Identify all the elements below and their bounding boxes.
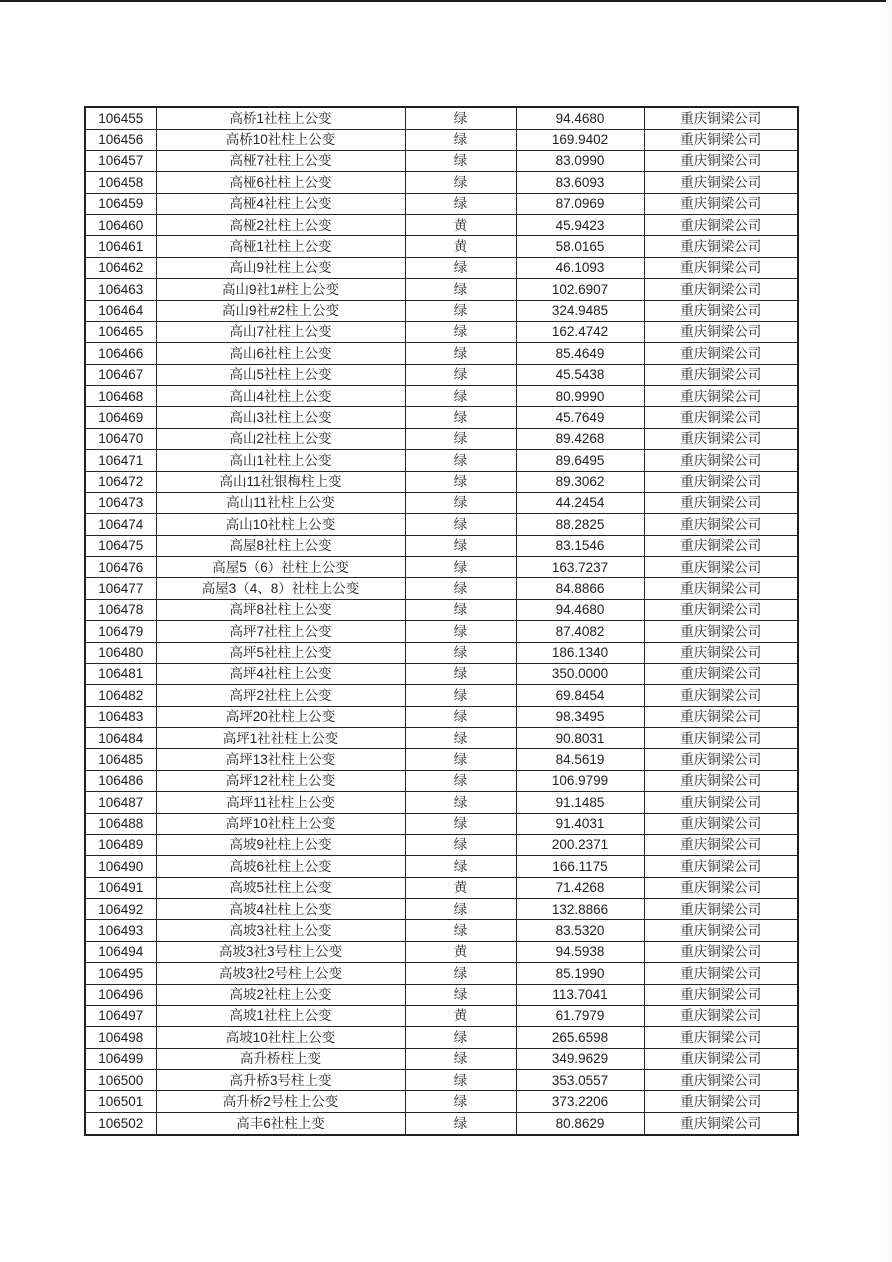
cell-status: 绿 [405,728,516,749]
cell-company: 重庆铜梁公司 [644,1070,798,1091]
cell-value: 353.0557 [516,1070,644,1091]
cell-company: 重庆铜梁公司 [644,749,798,770]
cell-status: 绿 [405,749,516,770]
cell-id: 106477 [85,578,156,599]
cell-value: 162.4742 [516,321,644,342]
cell-company: 重庆铜梁公司 [644,343,798,364]
cell-name: 高坪12社柱上公变 [156,770,405,791]
cell-name: 高坡4社柱上公变 [156,899,405,920]
cell-name: 高坪20社柱上公变 [156,706,405,727]
cell-company: 重庆铜梁公司 [644,107,798,129]
cell-id: 106466 [85,343,156,364]
cell-value: 94.5938 [516,941,644,962]
cell-id: 106462 [85,257,156,278]
table-row [85,706,798,727]
cell-name: 高坪1社社柱上公变 [156,728,405,749]
cell-name: 高山7社柱上公变 [156,321,405,342]
table-row [85,215,798,236]
cell-name: 高山3社柱上公变 [156,407,405,428]
cell-id: 106494 [85,941,156,962]
cell-company: 重庆铜梁公司 [644,321,798,342]
cell-id: 106456 [85,129,156,150]
cell-name: 高桠2社柱上公变 [156,215,405,236]
cell-id: 106476 [85,557,156,578]
cell-value: 87.4082 [516,621,644,642]
cell-value: 88.2825 [516,514,644,535]
cell-company: 重庆铜梁公司 [644,428,798,449]
cell-name: 高山9社#2柱上公变 [156,300,405,321]
cell-value: 132.8866 [516,899,644,920]
cell-value: 80.9990 [516,386,644,407]
cell-company: 重庆铜梁公司 [644,364,798,385]
table-row [85,236,798,257]
table-row [85,386,798,407]
table-row [85,471,798,492]
cell-status: 绿 [405,407,516,428]
cell-value: 373.2206 [516,1091,644,1112]
table-row [85,899,798,920]
table-row [85,642,798,663]
cell-name: 高坪7社柱上公变 [156,621,405,642]
cell-name: 高坡6社柱上公变 [156,856,405,877]
table-row [85,514,798,535]
cell-name: 高屋5（6）社柱上公变 [156,557,405,578]
cell-company: 重庆铜梁公司 [644,877,798,898]
cell-status: 绿 [405,343,516,364]
cell-value: 85.1990 [516,963,644,984]
cell-value: 44.2454 [516,492,644,513]
cell-company: 重庆铜梁公司 [644,770,798,791]
cell-status: 绿 [405,770,516,791]
cell-company: 重庆铜梁公司 [644,685,798,706]
cell-name: 高坡3社柱上公变 [156,920,405,941]
table-row [85,193,798,214]
cell-value: 71.4268 [516,877,644,898]
cell-company: 重庆铜梁公司 [644,1091,798,1112]
cell-value: 69.8454 [516,685,644,706]
table-row [85,450,798,471]
table-row [85,578,798,599]
cell-company: 重庆铜梁公司 [644,407,798,428]
table-row [85,792,798,813]
cell-name: 高山10社柱上公变 [156,514,405,535]
cell-name: 高升桥柱上变 [156,1048,405,1069]
cell-status: 绿 [405,535,516,556]
cell-company: 重庆铜梁公司 [644,257,798,278]
cell-status: 绿 [405,107,516,129]
cell-name: 高桠4社柱上公变 [156,193,405,214]
table-row [85,599,798,620]
cell-id: 106475 [85,535,156,556]
transformer-table [84,106,799,1136]
cell-status: 绿 [405,599,516,620]
cell-value: 83.1546 [516,535,644,556]
cell-value: 166.1175 [516,856,644,877]
cell-value: 163.7237 [516,557,644,578]
cell-id: 106492 [85,899,156,920]
table-row [85,150,798,171]
cell-name: 高坡3社2号柱上公变 [156,963,405,984]
cell-id: 106479 [85,621,156,642]
table-row [85,941,798,962]
cell-status: 绿 [405,1027,516,1048]
cell-value: 83.6093 [516,172,644,193]
cell-company: 重庆铜梁公司 [644,963,798,984]
cell-name: 高山9社1#柱上公变 [156,279,405,300]
cell-value: 83.0990 [516,150,644,171]
cell-company: 重庆铜梁公司 [644,621,798,642]
cell-value: 45.5438 [516,364,644,385]
cell-status: 绿 [405,428,516,449]
cell-value: 349.9629 [516,1048,644,1069]
table-row [85,428,798,449]
cell-id: 106472 [85,471,156,492]
cell-status: 绿 [405,663,516,684]
cell-value: 89.6495 [516,450,644,471]
cell-name: 高坡5社柱上公变 [156,877,405,898]
cell-value: 94.4680 [516,107,644,129]
cell-name: 高坡2社柱上公变 [156,984,405,1005]
cell-company: 重庆铜梁公司 [644,663,798,684]
cell-company: 重庆铜梁公司 [644,920,798,941]
cell-id: 106459 [85,193,156,214]
cell-name: 高坪13社柱上公变 [156,749,405,770]
cell-status: 绿 [405,129,516,150]
table-row [85,663,798,684]
cell-name: 高坪2社柱上公变 [156,685,405,706]
table-row [85,300,798,321]
cell-value: 89.3062 [516,471,644,492]
cell-status: 绿 [405,578,516,599]
cell-status: 黄 [405,236,516,257]
cell-company: 重庆铜梁公司 [644,236,798,257]
cell-company: 重庆铜梁公司 [644,834,798,855]
table-row [85,749,798,770]
cell-value: 89.4268 [516,428,644,449]
table-row [85,963,798,984]
cell-name: 高升桥2号柱上公变 [156,1091,405,1112]
cell-name: 高山6社柱上公变 [156,343,405,364]
cell-company: 重庆铜梁公司 [644,150,798,171]
cell-status: 绿 [405,492,516,513]
cell-status: 绿 [405,471,516,492]
cell-id: 106481 [85,663,156,684]
cell-company: 重庆铜梁公司 [644,279,798,300]
cell-id: 106455 [85,107,156,129]
cell-status: 绿 [405,300,516,321]
table-row [85,1112,798,1135]
cell-status: 绿 [405,963,516,984]
cell-status: 绿 [405,706,516,727]
table-row [85,279,798,300]
table-row [85,920,798,941]
cell-status: 绿 [405,150,516,171]
cell-status: 绿 [405,450,516,471]
cell-status: 绿 [405,1048,516,1069]
cell-name: 高山1社柱上公变 [156,450,405,471]
cell-company: 重庆铜梁公司 [644,535,798,556]
table-row [85,877,798,898]
cell-value: 90.8031 [516,728,644,749]
cell-id: 106493 [85,920,156,941]
cell-status: 绿 [405,834,516,855]
table-row [85,129,798,150]
cell-name: 高坪8社柱上公变 [156,599,405,620]
cell-company: 重庆铜梁公司 [644,728,798,749]
cell-id: 106468 [85,386,156,407]
cell-company: 重庆铜梁公司 [644,984,798,1005]
cell-id: 106478 [85,599,156,620]
cell-company: 重庆铜梁公司 [644,813,798,834]
cell-name: 高坪5社柱上公变 [156,642,405,663]
cell-value: 324.9485 [516,300,644,321]
cell-value: 186.1340 [516,642,644,663]
cell-status: 黄 [405,1005,516,1026]
cell-status: 绿 [405,813,516,834]
cell-value: 91.1485 [516,792,644,813]
cell-id: 106473 [85,492,156,513]
cell-status: 绿 [405,1070,516,1091]
cell-id: 106491 [85,877,156,898]
cell-value: 94.4680 [516,599,644,620]
cell-status: 绿 [405,984,516,1005]
cell-id: 106502 [85,1112,156,1135]
cell-id: 106463 [85,279,156,300]
cell-name: 高桠7社柱上公变 [156,150,405,171]
cell-id: 106488 [85,813,156,834]
cell-status: 绿 [405,792,516,813]
cell-value: 98.3495 [516,706,644,727]
cell-id: 106480 [85,642,156,663]
table-row [85,984,798,1005]
cell-value: 84.5619 [516,749,644,770]
cell-company: 重庆铜梁公司 [644,193,798,214]
cell-name: 高屋3（4、8）社柱上公变 [156,578,405,599]
cell-id: 106484 [85,728,156,749]
cell-value: 113.7041 [516,984,644,1005]
cell-name: 高坡10社柱上公变 [156,1027,405,1048]
cell-company: 重庆铜梁公司 [644,578,798,599]
cell-status: 绿 [405,557,516,578]
table-row [85,813,798,834]
cell-company: 重庆铜梁公司 [644,1005,798,1026]
cell-company: 重庆铜梁公司 [644,599,798,620]
table-row [85,492,798,513]
cell-value: 106.9799 [516,770,644,791]
table-row [85,856,798,877]
cell-status: 绿 [405,386,516,407]
cell-company: 重庆铜梁公司 [644,471,798,492]
cell-company: 重庆铜梁公司 [644,129,798,150]
cell-status: 绿 [405,1091,516,1112]
table-row [85,1048,798,1069]
cell-id: 106465 [85,321,156,342]
cell-status: 黄 [405,877,516,898]
cell-status: 绿 [405,685,516,706]
table-row [85,621,798,642]
cell-value: 265.6598 [516,1027,644,1048]
top-border-line [0,0,886,2]
table-row [85,1070,798,1091]
cell-company: 重庆铜梁公司 [644,1027,798,1048]
table-row [85,535,798,556]
cell-id: 106471 [85,450,156,471]
cell-id: 106458 [85,172,156,193]
cell-company: 重庆铜梁公司 [644,450,798,471]
cell-value: 80.8629 [516,1112,644,1135]
table-row [85,557,798,578]
cell-status: 绿 [405,193,516,214]
table-row [85,321,798,342]
cell-id: 106496 [85,984,156,1005]
cell-name: 高升桥3号柱上变 [156,1070,405,1091]
cell-company: 重庆铜梁公司 [644,941,798,962]
cell-id: 106482 [85,685,156,706]
cell-value: 83.5320 [516,920,644,941]
cell-id: 106489 [85,834,156,855]
cell-id: 106474 [85,514,156,535]
cell-name: 高桥10社柱上公变 [156,129,405,150]
cell-name: 高坡3社3号柱上公变 [156,941,405,962]
table-row [85,257,798,278]
cell-id: 106501 [85,1091,156,1112]
table-row [85,685,798,706]
table-row [85,407,798,428]
table-row [85,172,798,193]
cell-name: 高坪11社柱上公变 [156,792,405,813]
cell-status: 黄 [405,941,516,962]
cell-id: 106470 [85,428,156,449]
cell-id: 106469 [85,407,156,428]
cell-id: 106487 [85,792,156,813]
cell-id: 106457 [85,150,156,171]
cell-id: 106461 [85,236,156,257]
cell-id: 106498 [85,1027,156,1048]
cell-company: 重庆铜梁公司 [644,899,798,920]
cell-name: 高桠6社柱上公变 [156,172,405,193]
table-row [85,1005,798,1026]
cell-status: 绿 [405,257,516,278]
cell-id: 106486 [85,770,156,791]
cell-company: 重庆铜梁公司 [644,492,798,513]
cell-name: 高山11社柱上公变 [156,492,405,513]
cell-company: 重庆铜梁公司 [644,300,798,321]
cell-name: 高坡1社柱上公变 [156,1005,405,1026]
cell-name: 高山4社柱上公变 [156,386,405,407]
cell-status: 绿 [405,364,516,385]
cell-status: 绿 [405,621,516,642]
cell-status: 绿 [405,321,516,342]
cell-value: 91.4031 [516,813,644,834]
cell-company: 重庆铜梁公司 [644,642,798,663]
cell-company: 重庆铜梁公司 [644,1112,798,1135]
cell-id: 106497 [85,1005,156,1026]
cell-name: 高坡9社柱上公变 [156,834,405,855]
cell-name: 高山11社银梅柱上变 [156,471,405,492]
table-row [85,107,798,129]
cell-company: 重庆铜梁公司 [644,706,798,727]
cell-id: 106485 [85,749,156,770]
cell-company: 重庆铜梁公司 [644,856,798,877]
page-edge-shading [886,0,892,1262]
table-row [85,343,798,364]
cell-name: 高桠1社柱上公变 [156,236,405,257]
cell-company: 重庆铜梁公司 [644,1048,798,1069]
cell-id: 106490 [85,856,156,877]
cell-id: 106499 [85,1048,156,1069]
cell-company: 重庆铜梁公司 [644,215,798,236]
cell-id: 106495 [85,963,156,984]
cell-name: 高山2社柱上公变 [156,428,405,449]
table-row [85,1091,798,1112]
cell-id: 106500 [85,1070,156,1091]
cell-value: 200.2371 [516,834,644,855]
cell-value: 102.6907 [516,279,644,300]
cell-status: 绿 [405,514,516,535]
cell-value: 85.4649 [516,343,644,364]
cell-value: 46.1093 [516,257,644,278]
cell-status: 绿 [405,642,516,663]
table-rows [85,107,798,1135]
cell-company: 重庆铜梁公司 [644,386,798,407]
cell-id: 106460 [85,215,156,236]
cell-status: 绿 [405,920,516,941]
cell-status: 绿 [405,899,516,920]
cell-status: 黄 [405,215,516,236]
table-row [85,1027,798,1048]
table-row [85,728,798,749]
cell-id: 106467 [85,364,156,385]
cell-name: 高屋8社柱上公变 [156,535,405,556]
cell-status: 绿 [405,1112,516,1135]
cell-status: 绿 [405,856,516,877]
cell-company: 重庆铜梁公司 [644,557,798,578]
cell-name: 高坪10社柱上公变 [156,813,405,834]
cell-company: 重庆铜梁公司 [644,172,798,193]
cell-value: 45.9423 [516,215,644,236]
cell-value: 350.0000 [516,663,644,684]
cell-status: 绿 [405,279,516,300]
cell-name: 高山5社柱上公变 [156,364,405,385]
cell-name: 高山9社柱上公变 [156,257,405,278]
cell-value: 87.0969 [516,193,644,214]
table-row [85,770,798,791]
table-row [85,834,798,855]
cell-id: 106483 [85,706,156,727]
table-row [85,364,798,385]
cell-name: 高坪4社柱上公变 [156,663,405,684]
cell-value: 45.7649 [516,407,644,428]
cell-value: 58.0165 [516,236,644,257]
cell-value: 169.9402 [516,129,644,150]
cell-value: 84.8866 [516,578,644,599]
cell-value: 61.7979 [516,1005,644,1026]
cell-name: 高丰6社柱上变 [156,1112,405,1135]
cell-company: 重庆铜梁公司 [644,792,798,813]
cell-company: 重庆铜梁公司 [644,514,798,535]
cell-name: 高桥1社柱上公变 [156,107,405,129]
cell-id: 106464 [85,300,156,321]
cell-status: 绿 [405,172,516,193]
